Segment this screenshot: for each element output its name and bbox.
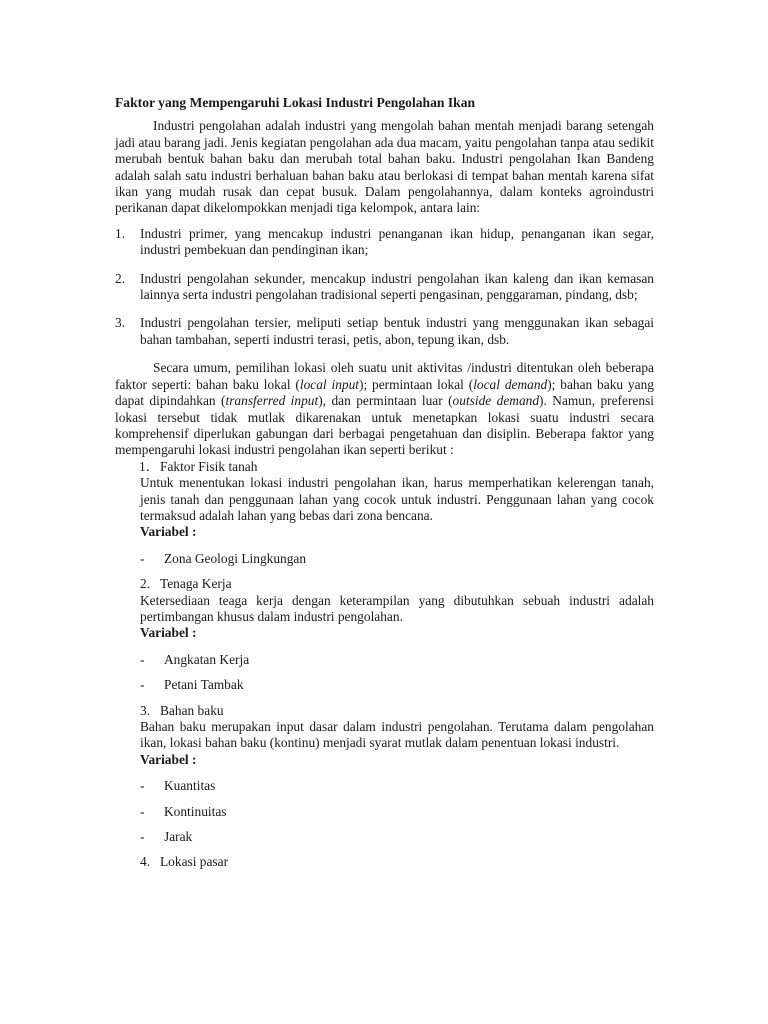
- variable-item: - Petani Tambak: [140, 677, 244, 693]
- factor-heading: 2. Tenaga Kerja: [140, 576, 232, 592]
- list-item: 1. Industri primer, yang mencakup industri penanganan ikan hidup, penanganan ikan segar, industri pembekuan dan pendinginan ikan;: [115, 225, 654, 258]
- intro-paragraph: Industri pengolahan adalah industri yang mengolah bahan mentah menjadi barang setengah jadi atau barang jadi. Jenis kegiatan pengolahan ada dua macam, yaitu pengolahan tanpa atau sedikit merubah bentuk bahan baku dan merubah total bahan baku. Industri pengolahan Ikan Bandeng adalah salah satu industri berhaluan bahan baku atau berlokasi di tempat bahan mentah karena sifat ikan yang mudah rusak dan cepat busuk. Dalam pengolahannya, dalam konteks agroindustri perikanan dapat dikelompokkan menjadi tiga kelompok, antara lain:: [115, 118, 654, 216]
- factor-description: Untuk menentukan lokasi industri pengolahan ikan, harus memperhatikan kelerengan tanah, jenis tanah dan penggunaan lahan yang cocok untuk industri. Penggunaan lahan yang cocok termaksud adalah lahan yang bebas dari zona bencana.: [140, 475, 654, 523]
- factor-heading: 4. Lokasi pasar: [140, 854, 229, 870]
- variabel-label: Variabel :: [140, 751, 197, 767]
- variable-item: - Jarak: [140, 829, 193, 845]
- variable-item: - Zona Geologi Lingkungan: [140, 550, 307, 566]
- variabel-label: Variabel :: [140, 625, 197, 641]
- list-item: 2. Industri pengolahan sekunder, mencakup industri pengolahan ikan kaleng dan ikan kemasan lainnya serta industri pengolahan tradisional seperti pengasinan, penggaraman, pindang, dsb;: [115, 270, 654, 303]
- variable-item: - Kuantitas: [140, 778, 216, 794]
- processing-groups-list: [115, 226, 654, 348]
- factor-description: Ketersediaan teaga kerja dengan keterampilan yang dibutuhkan sebuah industri adalah pertimbangan khusus dalam industri pengolahan.: [140, 592, 654, 624]
- list-item: 3. Industri pengolahan tersier, meliputi setiap bentuk industri yang menggunakan ikan sebagai bahan tambahan, seperti industri terasi, petis, abon, tepung ikan, dsb.: [115, 315, 654, 347]
- variable-item: - Angkatan Kerja: [140, 651, 250, 667]
- variabel-label: Variabel :: [140, 524, 197, 540]
- variable-item: - Kontinuitas: [140, 803, 227, 819]
- factor-description: Bahan baku merupakan input dasar dalam industri pengolahan. Terutama dalam pengolahan ikan, lokasi bahan baku (kontinu) menjadi syarat mutlak dalam penentuan lokasi industri.: [140, 719, 654, 751]
- factor-heading: 3. Bahan baku: [140, 702, 224, 718]
- document-title: Faktor yang Mempengaruhi Lokasi Industri Pengolahan Ikan: [115, 95, 476, 110]
- location-factors-paragraph: Secara umum, pemilihan lokasi oleh suatu unit aktivitas /industri ditentukan oleh beberapa faktor seperti: bahan baku lokal (local input); permintaan lokal (local demand); bahan baku yang dapat dipindahkan (transferred input), dan permintaan luar (outside demand). Namun, preferensi lokasi tersebut tidak mutlak dikarenakan untuk menetapkan lokasi suatu industri secara komprehensif diperlukan gabungan dari berbagai pengetahuan dan disiplin. Beberapa faktor yang mempengaruhi lokasi industri pengolahan ikan seperti berikut :: [115, 360, 654, 458]
- factor-heading: 1． Faktor Fisik tanah: [139, 458, 258, 474]
